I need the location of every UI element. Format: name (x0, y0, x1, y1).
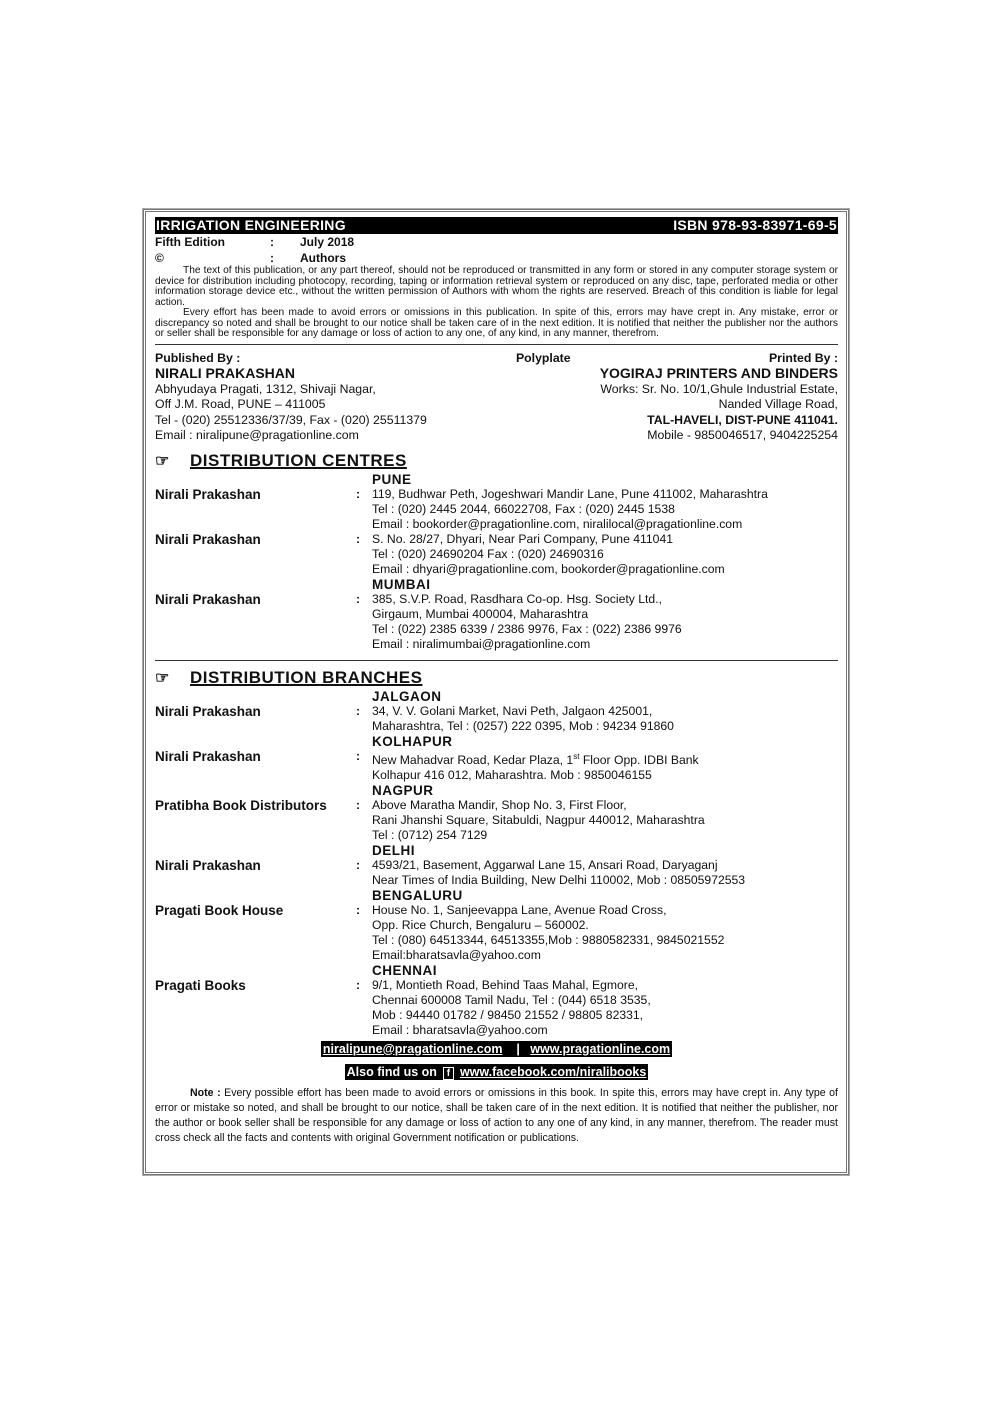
address-lines (372, 592, 682, 652)
copyright-paragraph: Every effort has been made to avoid errors or omissions in this publication. In spite of this, errors may have crept in. Any mistake, error or discrepancy so noted and shall be brought to our notice shall be taken care of in the next edition. It is notified that neither the publisher nor the authors or seller shall be responsible for any damage or loss of action to any one, of any kind, in any manner, therefrom. (155, 307, 838, 339)
colon: : (356, 977, 361, 992)
publisher-line: Off J.M. Road, PUNE – 411005 (155, 397, 326, 411)
distributor-name: Pragati Book House (155, 902, 284, 918)
address-line: Tel : (020) 24690204 Fax : (020) 24690316 (372, 546, 604, 561)
address-line: Email:bharatsavla@yahoo.com (372, 947, 541, 962)
email-link[interactable]: niralipune@pragationline.com (322, 1041, 503, 1056)
city-heading: JALGAON (372, 688, 442, 704)
colon: : (356, 857, 361, 872)
printer-line: Works: Sr. No. 10/1,Ghule Industrial Estate, (600, 381, 838, 396)
address-line: Email : niralimumbai@pragationline.com (372, 636, 591, 651)
meta-key: © (155, 251, 164, 265)
facebook-icon: f (443, 1067, 454, 1080)
printer-mobile: Mobile - 9850046517, 9404225254 (647, 428, 838, 442)
address-line (372, 749, 699, 768)
address-line: Kolhapur 416 012, Maharashtra. Mob : 9850046155 (372, 767, 652, 782)
plate-label: Polyplate (515, 350, 571, 365)
meta-value: July 2018 (300, 235, 355, 249)
address-line: Opp. Rice Church, Bengaluru – 560002. (372, 917, 589, 932)
isbn: ISBN 978-93-83971-69-5 (673, 217, 837, 233)
distributor-entry (155, 798, 838, 843)
distribution-sections (155, 450, 838, 1038)
address-line: House No. 1, Sanjeevappa Lane, Avenue Road Cross, (372, 902, 667, 917)
links-block (155, 1040, 838, 1086)
distributor-entry (155, 532, 838, 577)
distributor-name: Nirali Prakashan (155, 591, 261, 607)
colon: : (356, 902, 361, 917)
meta-sep: : (270, 235, 274, 249)
find-us-label: Also find us on (346, 1064, 437, 1079)
address-line: 385, S.V.P. Road, Rasdhara Co-op. Hsg. Society Ltd., (372, 591, 662, 606)
address-lines (372, 903, 724, 963)
facebook-link[interactable]: www.facebook.com/niralibooks (459, 1064, 647, 1079)
divider (155, 344, 838, 345)
address-lines (372, 749, 699, 783)
printer (600, 351, 838, 444)
distributor-entry (155, 749, 838, 783)
printer-line: Nanded Village Road, (718, 397, 838, 411)
city-heading: CHENNAI (372, 962, 438, 978)
colon: : (356, 486, 361, 501)
address-lines (372, 978, 651, 1038)
link-separator: | (516, 1041, 520, 1056)
address-line: 4593/21, Basement, Aggarwal Lane 15, Ansari Road, Daryaganj (372, 857, 718, 872)
distributor-entry (155, 858, 838, 888)
address-line: Above Maratha Mandir, Shop No. 3, First Floor, (372, 797, 627, 812)
distributor-name: Nirali Prakashan (155, 703, 261, 719)
address-line: Tel : (0712) 254 7129 (372, 827, 488, 842)
distributor-entry (155, 592, 838, 652)
pointing-hand-icon: ☞ (155, 452, 170, 470)
distributor-name: Nirali Prakashan (155, 531, 261, 547)
address-line: Mob : 94440 01782 / 98450 21552 / 98805 82331, (372, 1007, 644, 1022)
section-divider (155, 660, 838, 661)
note-text: Every possible effort has been made to avoid errors or omissions in this book. In spite this, errors may have crept in. Any type of error or mistake so noted, and shall be brought to our notice, shall be taken care of in the next edition. It is notified that neither the publisher, nor the author or book seller shall be responsible for any damage or loss of action to any one of any kind, in any manner, therefrom. The reader must cross check all the facts and contents with original Government notification or publications. (155, 1086, 838, 1144)
distributor-entry (155, 978, 838, 1038)
address-line: Tel : (022) 2385 6339 / 2386 9976, Fax : (022) 2386 9976 (372, 621, 682, 636)
address-line: 119, Budhwar Peth, Jogeshwari Mandir Lane, Pune 411002, Maharashtra (372, 486, 768, 501)
meta-key: Fifth Edition (155, 235, 225, 249)
distributor-entry (155, 487, 838, 532)
facebook-bar (345, 1064, 649, 1080)
address-lines (372, 532, 725, 577)
address-line: Near Times of India Building, New Delhi 110002, Mob : 08505972553 (372, 872, 746, 887)
book-title: IRRIGATION ENGINEERING (156, 217, 346, 233)
distributor-entry (155, 704, 838, 734)
address-line: Rani Jhanshi Square, Sitabuldi, Nagpur 440012, Maharashtra (372, 812, 705, 827)
imprint-frame (143, 209, 849, 1175)
section-heading (155, 667, 838, 689)
city-heading: PUNE (372, 471, 412, 487)
city-heading: KOLHAPUR (372, 733, 453, 749)
address-line: Maharashtra, Tel : (0257) 222 0395, Mob : 94234 91860 (372, 718, 674, 733)
address-line: 9/1, Montieth Road, Behind Taas Mahal, Egmore, (372, 977, 639, 992)
publisher-name: NIRALI PRAKASHAN (155, 365, 295, 381)
section-title: DISTRIBUTION BRANCHES (190, 667, 423, 687)
city-heading: NAGPUR (372, 782, 434, 798)
publisher-email: Email : niralipune@pragationline.com (155, 428, 359, 442)
printer-label: Printed By : (768, 350, 838, 365)
meta-sep: : (270, 251, 274, 265)
section-title: DISTRIBUTION CENTRES (190, 450, 407, 470)
address-line: Girgaum, Mumbai 400004, Maharashtra (372, 606, 589, 621)
colon: : (356, 591, 361, 606)
city-heading: MUMBAI (372, 576, 431, 592)
address-lines (372, 487, 768, 532)
address-line: Tel : (020) 2445 2044, 66022708, Fax : (020) 2445 1538 (372, 501, 675, 516)
pointing-hand-icon: ☞ (155, 669, 170, 687)
address-lines (372, 858, 745, 888)
meta-value: Authors (300, 251, 346, 265)
address-line: Tel : (080) 64513344, 64513355,Mob : 9880582331, 9845021552 (372, 932, 725, 947)
copyright-paragraph: The text of this publication, or any part thereof, should not be reproduced or transmitted in any form or stored in any computer storage system or device for distribution including photocopy, recording, taping or information retrieval system or reproduced on any disc, tape, perforated media or other information storage device etc., without the written permission of Authors with whom the rights are reserved. Breach of this condition is liable for legal action. (155, 265, 838, 308)
address-line: S. No. 28/27, Dhyari, Near Pari Company, Pune 411041 (372, 531, 674, 546)
distributor-entry (155, 903, 838, 963)
distributor-name: Nirali Prakashan (155, 857, 261, 873)
superscript: st (573, 751, 580, 761)
city-heading: BENGALURU (372, 887, 463, 903)
address-line: Email : bookorder@pragationline.com, niralilocal@pragationline.com (372, 516, 743, 531)
note-paragraph (155, 1086, 838, 1146)
address-line: 34, V. V. Golani Market, Navi Peth, Jalgaon 425001, (372, 703, 653, 718)
website-link[interactable]: www.pragationline.com (530, 1041, 671, 1056)
distributor-name: Pragati Books (155, 977, 246, 993)
address-lines (372, 704, 674, 734)
publisher-label: Published By : (155, 350, 241, 365)
colon: : (356, 797, 361, 812)
publisher-line: Abhyudaya Pragati, 1312, Shivaji Nagar, (155, 381, 376, 396)
publisher-printer-block (155, 351, 838, 444)
address-line: Email : dhyari@pragationline.com, bookorder@pragationline.com (372, 561, 725, 576)
distributor-name: Nirali Prakashan (155, 486, 261, 502)
copyright-row (155, 251, 838, 266)
edition-row (155, 234, 838, 251)
text-segment: Floor Opp. IDBI Bank (579, 752, 699, 767)
printer-name: YOGIRAJ PRINTERS AND BINDERS (599, 365, 838, 381)
address-lines (372, 798, 705, 843)
note-label: Note : (190, 1086, 221, 1099)
distributor-name: Pratibha Book Distributors (155, 797, 327, 813)
city-heading: DELHI (372, 842, 415, 858)
publisher-line: Tel - (020) 25512336/37/39, Fax - (020) 25511379 (155, 412, 427, 427)
section-heading (155, 450, 838, 472)
address-line: Email : bharatsavla@yahoo.com (372, 1022, 548, 1037)
printer-line: TAL-HAVELI, DIST-PUNE 411041. (647, 412, 838, 427)
colon: : (356, 748, 361, 763)
contact-bar (321, 1041, 672, 1057)
address-line: Chennai 600008 Tamil Nadu, Tel : (044) 6518 3535, (372, 992, 651, 1007)
colon: : (356, 703, 361, 718)
colon: : (356, 531, 361, 546)
publisher (155, 351, 427, 444)
title-bar (155, 217, 838, 234)
distributor-name: Nirali Prakashan (155, 748, 261, 764)
text-segment: New Mahadvar Road, Kedar Plaza, 1 (372, 752, 574, 767)
